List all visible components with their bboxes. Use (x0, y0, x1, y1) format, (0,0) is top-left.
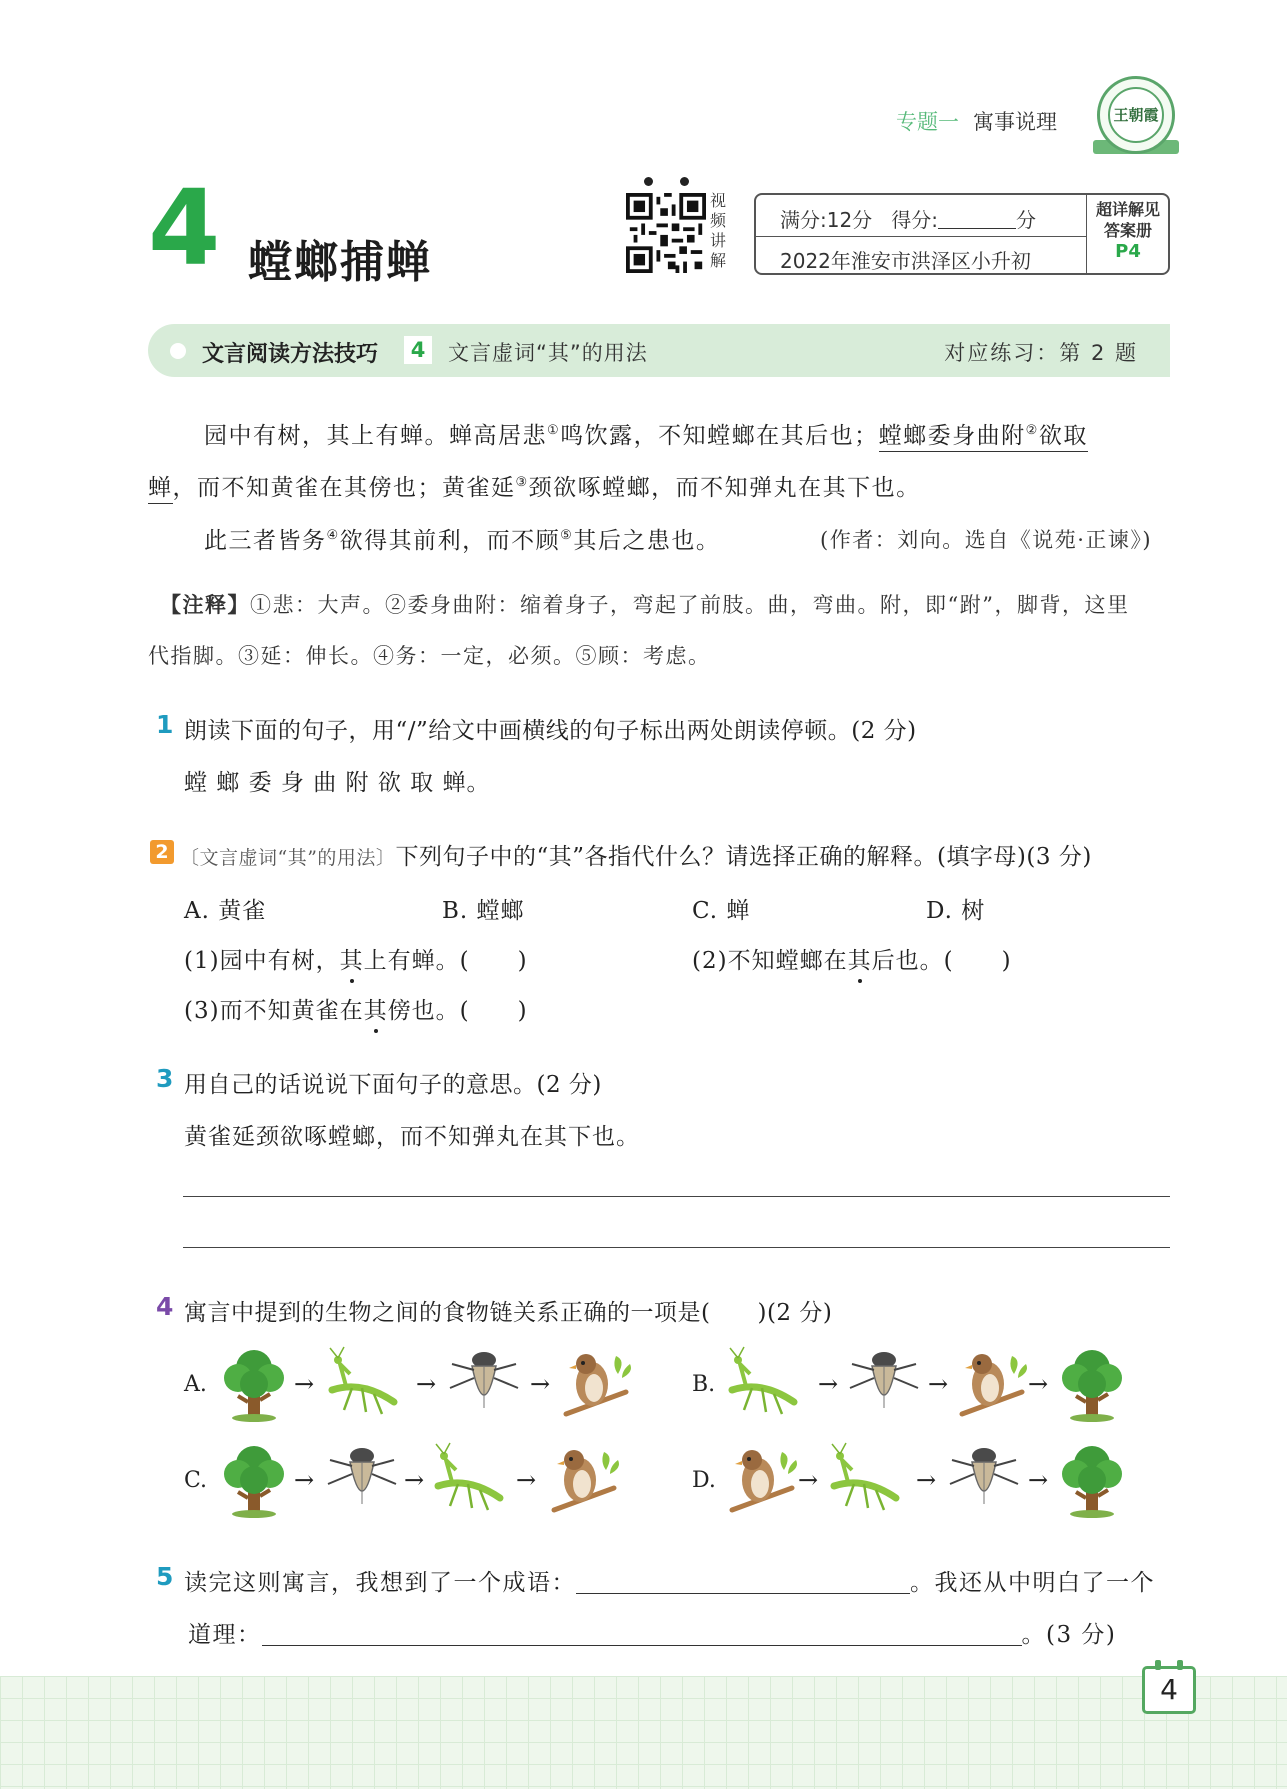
answer-reference: 超详解见 答案册 P4 (1095, 200, 1160, 262)
banner-number: 4 (404, 336, 432, 364)
chain-option-b[interactable]: B. (692, 1372, 716, 1397)
method-banner (148, 324, 1170, 377)
cicada-icon (322, 1440, 402, 1520)
option-b: B. 螳螂 (442, 898, 525, 924)
arrow-icon: → (416, 1370, 437, 1398)
mantis-icon (428, 1440, 508, 1520)
question-number: 4 (156, 1292, 174, 1321)
bird-icon (556, 1344, 636, 1424)
footer-grid-band (0, 1676, 1287, 1789)
exam-source: 2022年淮安市洪泽区小升初 (780, 249, 1031, 273)
question-number: 2 (150, 840, 174, 864)
question-tag: 〔文言虚词“其”的用法〕 (180, 847, 396, 869)
q2-item-3[interactable]: (3)而不知黄雀在其傍也。( ) (184, 998, 528, 1024)
antenna-dot-icon (644, 177, 653, 186)
chain-option-d[interactable]: D. (692, 1468, 716, 1493)
arrow-icon: → (516, 1466, 537, 1494)
chain-option-c[interactable]: C. (184, 1468, 208, 1493)
seal-text: 王朝霞 (1108, 87, 1164, 143)
question-number: 5 (156, 1562, 174, 1591)
bird-icon (952, 1344, 1032, 1424)
arrow-icon: → (798, 1466, 819, 1494)
lesson-title: 螳螂捕蝉 (248, 237, 432, 288)
answer-line[interactable] (183, 1247, 1170, 1248)
mantis-icon (322, 1344, 402, 1424)
answer-line[interactable] (183, 1196, 1170, 1197)
banner-subtitle: 文言虚词“其”的用法 (448, 341, 648, 365)
topic-header (896, 106, 1057, 136)
topic-prefix: 专题一 (896, 110, 959, 134)
score-box (754, 193, 1170, 275)
score-line: 满分:12分 得分: 分 (780, 208, 1037, 232)
underlined-sentence: 螳螂委身曲附②欲取 (879, 423, 1088, 452)
cicada-icon (844, 1344, 924, 1424)
topic-name: 寓事说理 (973, 110, 1057, 134)
lesson-number: 4 (148, 167, 221, 289)
page-number: 4 (1142, 1666, 1196, 1714)
banner-practice: 对应练习：第 2 题 (944, 341, 1138, 365)
passage-line: 蝉，而不知黄雀在其傍也；黄雀延③颈欲啄螳螂，而不知弹丸在其下也。 (148, 469, 921, 502)
notes-line: 【注释】①悲：大声。②委身曲附：缩着身子，弯起了前肢。曲，弯曲。附，即“跗”，脚背，这里 (160, 593, 1130, 617)
q2-item-1[interactable]: (1)园中有树，其上有蝉。( ) (184, 948, 528, 974)
q2-item-2[interactable]: (2)不知螳螂在其后也。( ) (692, 948, 1012, 974)
passage-line: 此三者皆务④欲得其前利，而不顾⑤其后之患也。 (204, 528, 721, 554)
cicada-icon (944, 1440, 1024, 1520)
arrow-icon: → (294, 1370, 315, 1398)
tree-icon (214, 1440, 294, 1520)
brand-seal-logo (1097, 76, 1175, 154)
question-number: 1 (156, 710, 174, 739)
question-sentence[interactable]: 螳 螂 委 身 曲 附 欲 取 蝉。 (184, 770, 491, 796)
reason-blank[interactable] (262, 1624, 1022, 1646)
notes-label: 【注释】 (160, 593, 250, 617)
tree-icon (214, 1344, 294, 1424)
antenna-dot-icon (680, 177, 689, 186)
arrow-icon: → (530, 1370, 551, 1398)
qr-label: 视 频 讲 解 (710, 191, 727, 270)
question-number: 3 (156, 1064, 174, 1093)
passage-source: (作者：刘向。选自《说苑·正谏》) (820, 528, 1153, 552)
cicada-icon (444, 1344, 524, 1424)
question-sentence: 黄雀延颈欲啄螳螂，而不知弹丸在其下也。 (184, 1124, 640, 1150)
score-blank[interactable] (938, 211, 1016, 229)
question-text: 读完这则寓言，我想到了一个成语： 。我还从中明白了一个 (184, 1570, 1155, 1596)
mantis-icon (722, 1344, 802, 1424)
question-text: 道理： 。(3 分) (188, 1622, 1117, 1648)
arrow-icon: → (294, 1466, 315, 1494)
arrow-icon: → (916, 1466, 937, 1494)
option-c: C. 蝉 (692, 898, 751, 924)
chain-option-a[interactable]: A. (184, 1372, 207, 1397)
option-d: D. 树 (926, 898, 986, 924)
bird-icon (544, 1440, 624, 1520)
tree-icon (1052, 1344, 1132, 1424)
bullet-icon (170, 343, 186, 359)
tree-icon (1052, 1440, 1132, 1520)
banner-title: 文言阅读方法技巧 (202, 342, 379, 367)
arrow-icon: → (818, 1370, 839, 1398)
arrow-icon: → (1028, 1370, 1049, 1398)
question-text: 朗读下面的句子，用“/”给文中画横线的句子标出两处朗读停顿。(2 分) (184, 718, 917, 744)
arrow-icon: → (404, 1466, 425, 1494)
option-a: A. 黄雀 (184, 898, 267, 924)
question-text: 〔文言虚词“其”的用法〕下列句子中的“其”各指代什么？请选择正确的解释。(填字母)(3 分) (180, 844, 1092, 870)
mantis-icon (824, 1440, 904, 1520)
arrow-icon: → (1028, 1466, 1049, 1494)
notes-line: 代指脚。③延：伸长。④务：一定，必须。⑤顾：考虑。 (148, 644, 711, 668)
qr-code-icon[interactable] (626, 193, 706, 273)
idiom-blank[interactable] (576, 1572, 910, 1594)
arrow-icon: → (928, 1370, 949, 1398)
passage-line: 园中有树，其上有蝉。蝉高居悲①鸣饮露，不知螳螂在其后也；螳螂委身曲附②欲取 (204, 417, 1088, 450)
question-text: 用自己的话说说下面句子的意思。(2 分) (184, 1072, 602, 1098)
question-text: 寓言中提到的生物之间的食物链关系正确的一项是( )(2 分) (184, 1300, 833, 1326)
bird-icon (722, 1440, 802, 1520)
